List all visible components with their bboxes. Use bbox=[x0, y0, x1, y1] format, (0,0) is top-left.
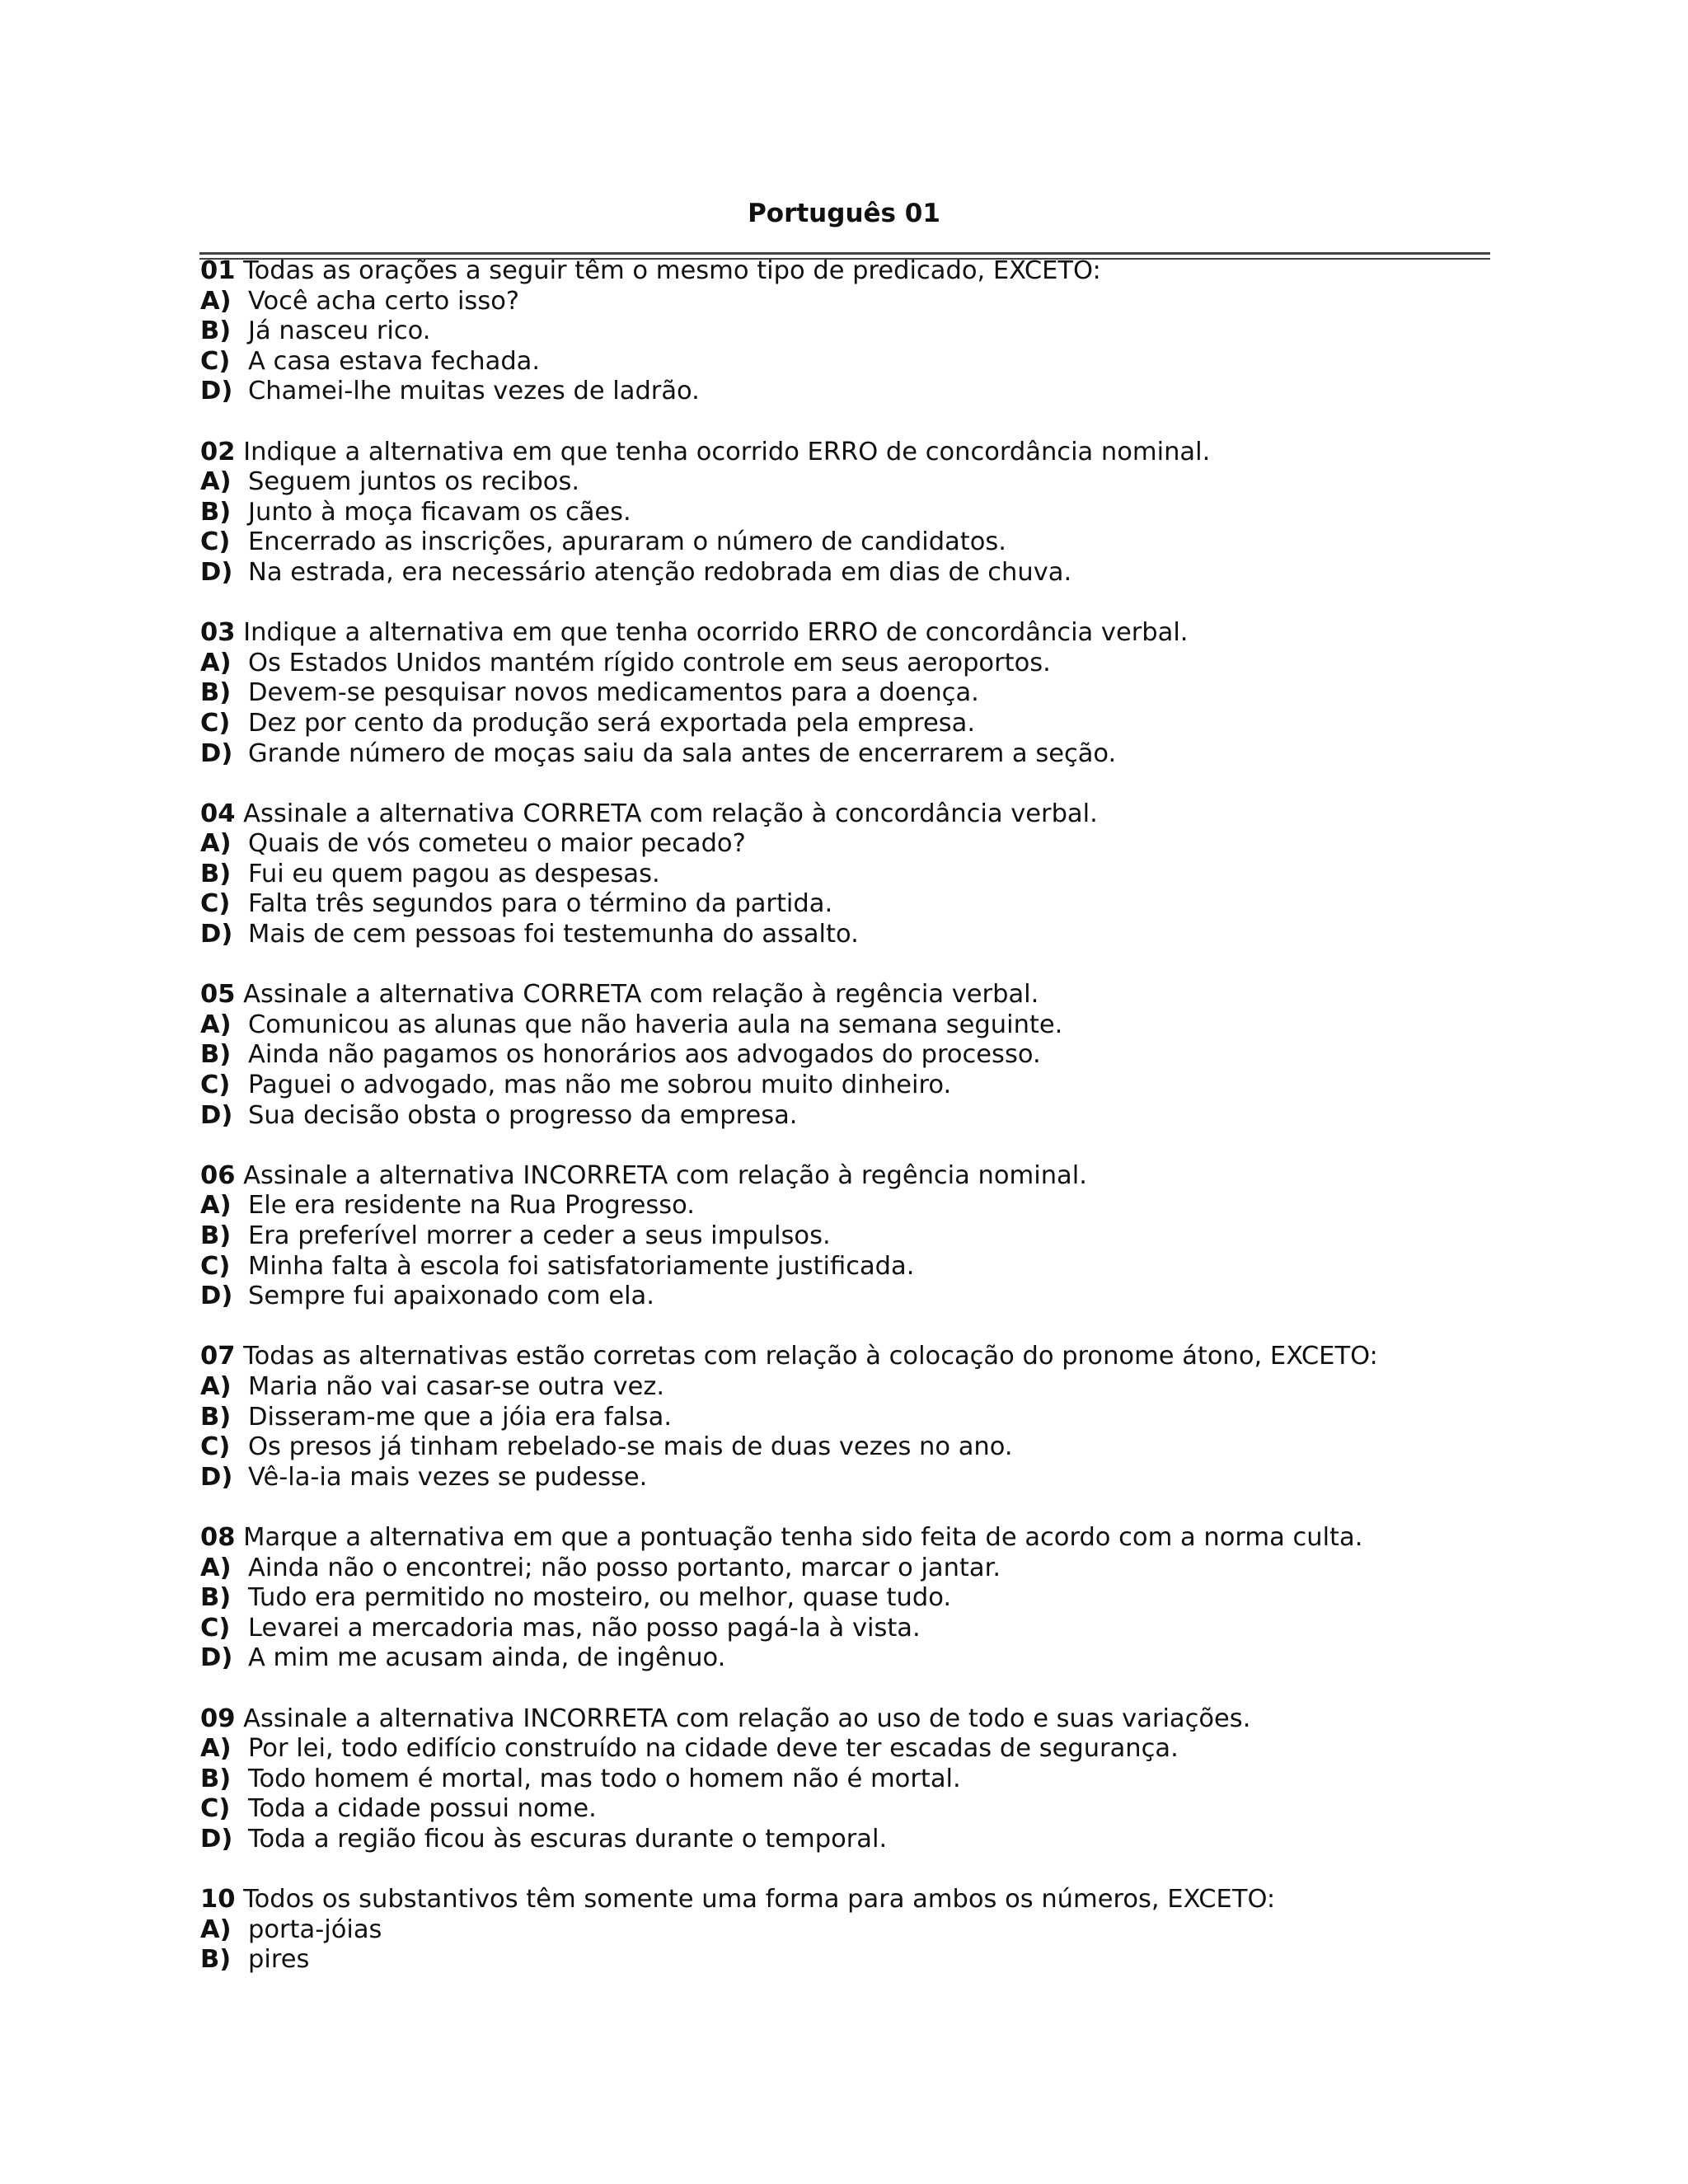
option-letter: B) bbox=[200, 1764, 232, 1793]
answer-option bbox=[200, 1432, 1503, 1463]
answer-option bbox=[200, 1403, 1503, 1433]
option-letter: D) bbox=[200, 1643, 233, 1673]
answer-option bbox=[200, 1191, 1503, 1221]
answer-option bbox=[200, 467, 1503, 498]
option-letter: D) bbox=[200, 377, 233, 406]
answer-option bbox=[200, 1101, 1503, 1132]
answer-option bbox=[200, 860, 1503, 890]
question-prompt bbox=[200, 799, 1503, 830]
answer-option bbox=[200, 1765, 1503, 1795]
question-item bbox=[200, 980, 1503, 1131]
question-text: Assinale a alternativa CORRETA com relação à concordância verbal. bbox=[243, 799, 1098, 828]
option-letter: A) bbox=[200, 1010, 232, 1039]
option-letter: B) bbox=[200, 1221, 232, 1250]
question-text: Assinale a alternativa INCORRETA com relação ao uso de todo e suas variações. bbox=[243, 1704, 1251, 1733]
question-item bbox=[200, 438, 1503, 588]
option-letter: A) bbox=[200, 467, 232, 497]
option-text: Junto à moça ficavam os cães. bbox=[248, 497, 631, 527]
question-number: 07 bbox=[200, 1342, 236, 1371]
answer-option bbox=[200, 347, 1503, 377]
option-text: Falta três segundos para o término da partida. bbox=[248, 889, 833, 919]
answer-option bbox=[200, 498, 1503, 528]
question-prompt bbox=[200, 256, 1503, 287]
option-text: Por lei, todo edifício construído na cidade deve ter escadas de segurança. bbox=[248, 1734, 1179, 1764]
option-letter: A) bbox=[200, 1371, 232, 1401]
question-prompt bbox=[200, 1161, 1503, 1192]
question-item bbox=[200, 256, 1503, 407]
option-text: Disseram-me que a jóia era falsa. bbox=[248, 1402, 673, 1432]
answer-option bbox=[200, 1282, 1503, 1312]
answer-option bbox=[200, 1643, 1503, 1674]
question-prompt bbox=[200, 618, 1503, 649]
answer-option bbox=[200, 1252, 1503, 1282]
answer-option bbox=[200, 678, 1503, 709]
option-text: Maria não vai casar-se outra vez. bbox=[248, 1371, 665, 1401]
option-letter: B) bbox=[200, 859, 232, 888]
question-text: Todos os substantivos têm somente uma forma para ambos os números, EXCETO: bbox=[243, 1885, 1276, 1915]
option-text: Levarei a mercadoria mas, não posso pagá-la à vista. bbox=[248, 1613, 921, 1643]
answer-option bbox=[200, 1010, 1503, 1041]
question-number: 10 bbox=[200, 1885, 236, 1915]
option-text: Na estrada, era necessário atenção redobrada em dias de chuva. bbox=[248, 557, 1072, 587]
option-letter: D) bbox=[200, 1462, 233, 1492]
answer-option bbox=[200, 316, 1503, 347]
option-text: Seguem juntos os recibos. bbox=[248, 467, 580, 497]
option-letter: A) bbox=[200, 648, 232, 677]
option-text: Toda a cidade possui nome. bbox=[248, 1794, 597, 1824]
option-letter: D) bbox=[200, 1282, 233, 1311]
answer-option bbox=[200, 1794, 1503, 1825]
question-text: Todas as alternativas estão corretas com relação à colocação do pronome átono, EXCETO: bbox=[243, 1342, 1378, 1371]
option-text: Ainda não o encontrei; não posso portanto, marcar o jantar. bbox=[248, 1553, 1001, 1582]
answer-option bbox=[200, 1825, 1503, 1855]
question-list bbox=[200, 256, 1503, 2005]
option-text: Tudo era permitido no mosteiro, ou melhor, quase tudo. bbox=[248, 1583, 952, 1613]
option-letter: D) bbox=[200, 557, 233, 587]
answer-option bbox=[200, 709, 1503, 739]
question-prompt bbox=[200, 1342, 1503, 1372]
option-text: Já nasceu rico. bbox=[248, 316, 431, 346]
question-item bbox=[200, 1342, 1503, 1493]
answer-option bbox=[200, 1221, 1503, 1252]
answer-option bbox=[200, 558, 1503, 588]
answer-option bbox=[200, 1372, 1503, 1403]
answer-option bbox=[200, 1554, 1503, 1584]
option-letter: C) bbox=[200, 1432, 231, 1462]
question-number: 05 bbox=[200, 980, 236, 1010]
option-text: Fui eu quem pagou as despesas. bbox=[248, 859, 660, 888]
question-text: Marque a alternativa em que a pontuação tenha sido feita de acordo com a norma culta. bbox=[243, 1522, 1363, 1552]
option-text: Era preferível morrer a ceder a seus impulsos. bbox=[248, 1221, 831, 1250]
question-item bbox=[200, 799, 1503, 950]
option-text: Sempre fui apaixonado com ela. bbox=[248, 1282, 654, 1311]
option-letter: C) bbox=[200, 1613, 231, 1643]
option-letter: D) bbox=[200, 920, 233, 949]
option-text: Os presos já tinham rebelado-se mais de duas vezes no ano. bbox=[248, 1432, 1013, 1462]
answer-option bbox=[200, 1734, 1503, 1765]
answer-option bbox=[200, 1071, 1503, 1101]
option-text: Grande número de moças saiu da sala antes de encerrarem a seção. bbox=[248, 738, 1117, 768]
question-item bbox=[200, 1161, 1503, 1312]
option-letter: B) bbox=[200, 316, 232, 346]
option-text: Paguei o advogado, mas não me sobrou muito dinheiro. bbox=[248, 1071, 952, 1100]
question-number: 09 bbox=[200, 1704, 236, 1733]
option-text: Encerrado as inscrições, apuraram o número de candidatos. bbox=[248, 527, 1006, 557]
answer-option bbox=[200, 1583, 1503, 1614]
answer-option bbox=[200, 829, 1503, 860]
option-text: Ainda não pagamos os honorários aos advogados do processo. bbox=[248, 1040, 1041, 1070]
option-letter: A) bbox=[200, 1915, 232, 1944]
answer-option bbox=[200, 649, 1503, 679]
question-prompt bbox=[200, 980, 1503, 1010]
question-number: 01 bbox=[200, 256, 236, 285]
option-text: Todo homem é mortal, mas todo o homem não é mortal. bbox=[248, 1764, 961, 1793]
option-text: A casa estava fechada. bbox=[248, 346, 541, 376]
option-letter: C) bbox=[200, 1794, 231, 1824]
option-text: Os Estados Unidos mantém rígido controle em seus aeroportos. bbox=[248, 648, 1051, 677]
question-number: 03 bbox=[200, 618, 236, 648]
question-item bbox=[200, 1704, 1503, 1855]
option-text: Comunicou as alunas que não haveria aula na semana seguinte. bbox=[248, 1010, 1063, 1039]
question-item bbox=[200, 618, 1503, 769]
option-letter: D) bbox=[200, 738, 233, 768]
question-text: Assinale a alternativa CORRETA com relação à regência verbal. bbox=[243, 980, 1039, 1010]
option-letter: B) bbox=[200, 1040, 232, 1070]
option-letter: B) bbox=[200, 1945, 232, 1975]
question-item bbox=[200, 1523, 1503, 1674]
option-letter: C) bbox=[200, 889, 231, 919]
question-prompt bbox=[200, 1523, 1503, 1554]
page-title: Português 01 bbox=[748, 199, 940, 228]
option-text: Sua decisão obsta o progresso da empresa. bbox=[248, 1100, 798, 1130]
answer-option bbox=[200, 1915, 1503, 1946]
option-letter: A) bbox=[200, 1734, 232, 1764]
title-divider-top bbox=[199, 252, 1490, 255]
option-letter: D) bbox=[200, 1100, 233, 1130]
question-prompt bbox=[200, 1704, 1503, 1735]
answer-option bbox=[200, 1614, 1503, 1644]
question-text: Todas as orações a seguir têm o mesmo tipo de predicado, EXCETO: bbox=[243, 256, 1101, 285]
option-letter: A) bbox=[200, 1553, 232, 1582]
answer-option bbox=[200, 377, 1503, 407]
answer-option bbox=[200, 527, 1503, 558]
answer-option bbox=[200, 1945, 1503, 1975]
option-text: pires bbox=[248, 1945, 310, 1975]
answer-option bbox=[200, 1463, 1503, 1493]
option-text: Chamei-lhe muitas vezes de ladrão. bbox=[248, 377, 700, 406]
option-text: porta-jóias bbox=[248, 1915, 382, 1944]
option-text: A mim me acusam ainda, de ingênuo. bbox=[248, 1643, 726, 1673]
question-prompt bbox=[200, 1885, 1503, 1915]
option-letter: A) bbox=[200, 286, 232, 316]
answer-option bbox=[200, 739, 1503, 770]
option-letter: B) bbox=[200, 1402, 232, 1432]
option-text: Minha falta à escola foi satisfatoriamente justificada. bbox=[248, 1251, 915, 1281]
option-text: Ele era residente na Rua Progresso. bbox=[248, 1191, 696, 1221]
option-text: Dez por cento da produção será exportada pela empresa. bbox=[248, 708, 976, 738]
answer-option bbox=[200, 889, 1503, 920]
answer-option bbox=[200, 920, 1503, 950]
option-text: Vê-la-ia mais vezes se pudesse. bbox=[248, 1462, 648, 1492]
question-item bbox=[200, 1885, 1503, 1975]
option-text: Devem-se pesquisar novos medicamentos para a doença. bbox=[248, 678, 979, 708]
option-letter: A) bbox=[200, 829, 232, 859]
question-number: 06 bbox=[200, 1160, 236, 1190]
question-text: Assinale a alternativa INCORRETA com relação à regência nominal. bbox=[243, 1160, 1087, 1190]
option-letter: C) bbox=[200, 527, 231, 557]
option-letter: C) bbox=[200, 1071, 231, 1100]
question-text: Indique a alternativa em que tenha ocorrido ERRO de concordância verbal. bbox=[243, 618, 1189, 648]
option-text: Quais de vós cometeu o maior pecado? bbox=[248, 829, 746, 859]
option-letter: C) bbox=[200, 708, 231, 738]
answer-option bbox=[200, 1040, 1503, 1071]
option-text: Mais de cem pessoas foi testemunha do assalto. bbox=[248, 920, 859, 949]
option-text: Você acha certo isso? bbox=[248, 286, 520, 316]
question-number: 08 bbox=[200, 1522, 236, 1552]
question-text: Indique a alternativa em que tenha ocorrido ERRO de concordância nominal. bbox=[243, 437, 1211, 466]
option-letter: C) bbox=[200, 346, 231, 376]
option-letter: A) bbox=[200, 1191, 232, 1221]
option-text: Toda a região ficou às escuras durante o temporal. bbox=[248, 1824, 888, 1854]
answer-option bbox=[200, 287, 1503, 317]
option-letter: C) bbox=[200, 1251, 231, 1281]
option-letter: B) bbox=[200, 497, 232, 527]
option-letter: D) bbox=[200, 1824, 233, 1854]
option-letter: B) bbox=[200, 1583, 232, 1613]
question-number: 02 bbox=[200, 437, 236, 466]
question-prompt bbox=[200, 438, 1503, 468]
question-number: 04 bbox=[200, 799, 236, 828]
option-letter: B) bbox=[200, 678, 232, 708]
